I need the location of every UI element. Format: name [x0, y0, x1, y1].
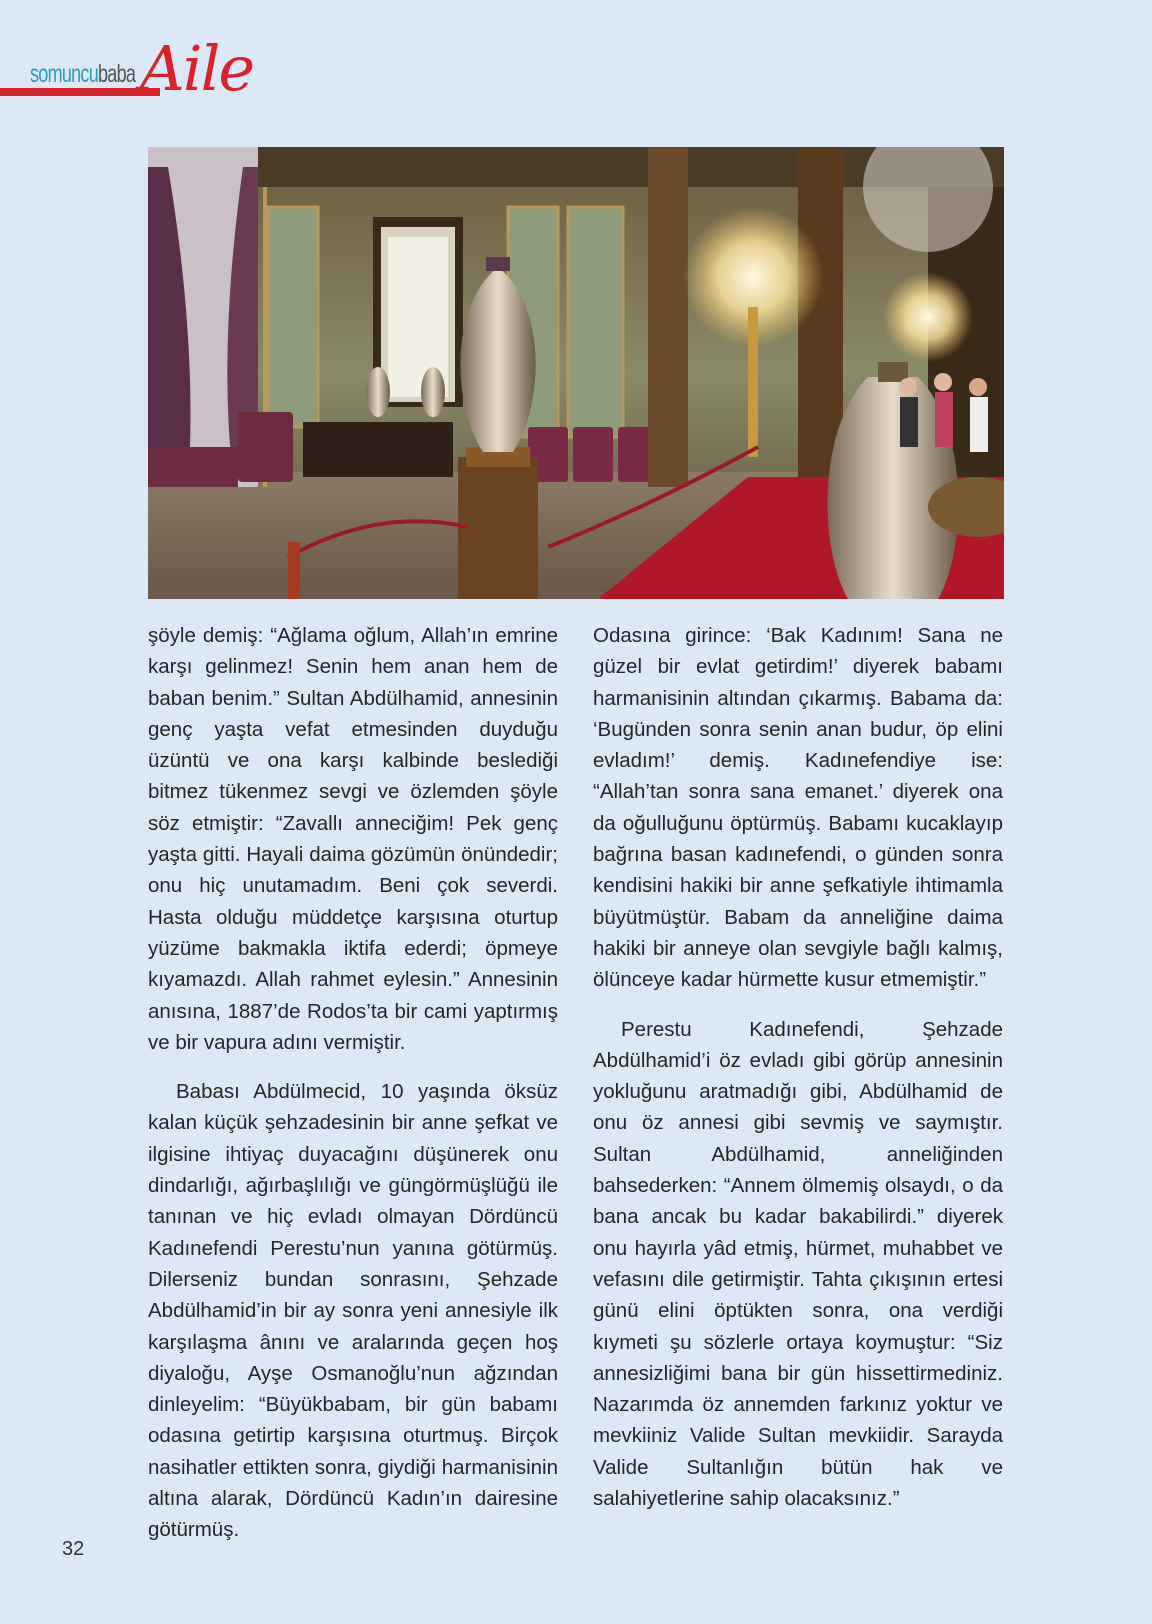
brand-part1: somuncu	[30, 60, 99, 88]
magazine-header	[0, 30, 260, 120]
palace-interior-photo	[148, 147, 1004, 599]
brand-part2: baba	[98, 60, 136, 88]
section-title: Aile	[140, 32, 254, 105]
text-column-left	[148, 620, 558, 1564]
paragraph: Babası Abdülmecid, 10 yaşında öksüz kalan küçük şehzadesinin bir anne şefkat ve ilgisine ihtiyaç duyacağını düşünerek onu dindarlığı, ağırbaşlılığı ve güngörmüşlüğü ile tanınan ve hiç evladı olmayan Dördüncü Kadınefendi Perestu’nun yanına götürmüş. Dilerseniz bundan sonrasını, Şehzade Abdülhamid’in bir ay sonra yeni annesiyle ilk karşılaşma ânını ve aralarında geçen hoş diyaloğu, Ayşe Osmanoğlu’nun ağzından dinleyelim: “Büyükbabam, bir gün babamı odasına getirtip karşısına oturtmuş. Birçok nasihatler ettikten sonra, giydiği harmanisinin altına alarak, Dördüncü Kadın’ın dairesine götürmüş.	[148, 1080, 558, 1542]
paragraph: Odasına girince: ‘Bak Kadınım! Sana ne güzel bir evlat getirdim!’ diyerek babamı harmanisinin altından çıkarmış. Babama da: ‘Bugünden sonra senin anan budur, öp elini evladım!’ demiş. Kadınefendiye ise: “Allah’tan sonra sana emanet.’ diyerek ona da oğulluğunu öptürmüş. Babamı kucaklayıp bağrına basan kadınefendi, o günden sonra kendisini hakiki bir anne şefkatiyle ihtimamla büyütmüştür. Babam da anneliğine daima hakiki bir anneye olan sevgiyle bağlı kalmış, ölünceye kadar hürmette kusur etmemiştir.”	[593, 624, 1003, 992]
brand-logo	[30, 60, 135, 89]
paragraph: şöyle demiş: “Ağlama oğlum, Allah’ın emrine karşı gelinmez! Senin hem anan hem de baban benim.” Sultan Abdülhamid, annesinin genç yaşta vefat etmesinden duyduğu üzüntü ve ona karşı kalbinde beslediği bitmez tükenmez sevgi ve özlemden şöyle söz etmiştir: “Zavallı anneciğim! Pek genç yaşta gitti. Hayali daima gözümün önündedir; onu hiç unutamadım. Beni çok severdi. Hasta olduğu müddetçe karşısına oturtup yüzüme bakmakla iktifa ederdi; öpmeye kıyamazdı. Allah rahmet eylesin.” Annesinin anısına, 1887’de Rodos’ta bir cami yaptırmış ve bir vapura adını vermiştir.	[148, 624, 558, 1054]
paragraph: Perestu Kadınefendi, Şehzade Abdülhamid’i öz evladı gibi görüp annesinin yokluğunu aratmadığı gibi, Abdülhamid de onu öz annesi gibi sevmiş ve saymıştır. Sultan Abdülhamid, anneliğinden bahsederken: “Annem ölmemiş olsaydı, o da bana ancak bu kadar bakabilirdi.” diyerek onu hayırla yâd etmiş, hürmet, muhabbet ve vefasını dile getirmiştir. Tahta çıkışının ertesi günü elini öptükten sonra, ona verdiği kıymeti şu sözlerle ortaya koymuştur: “Siz annesizliğimi bana bir gün hissettirmediniz. Nazarımda öz annemden farkınız yoktur ve mevkiiniz Valide Sultan mevkiidir. Sarayda Valide Sultanlığın bütün hak ve salahiyetlerine sahip olacaksınız.”	[593, 1017, 1003, 1511]
text-column-right	[593, 620, 1003, 1532]
page-number: 32	[62, 1538, 85, 1560]
header-red-bar	[0, 88, 160, 96]
